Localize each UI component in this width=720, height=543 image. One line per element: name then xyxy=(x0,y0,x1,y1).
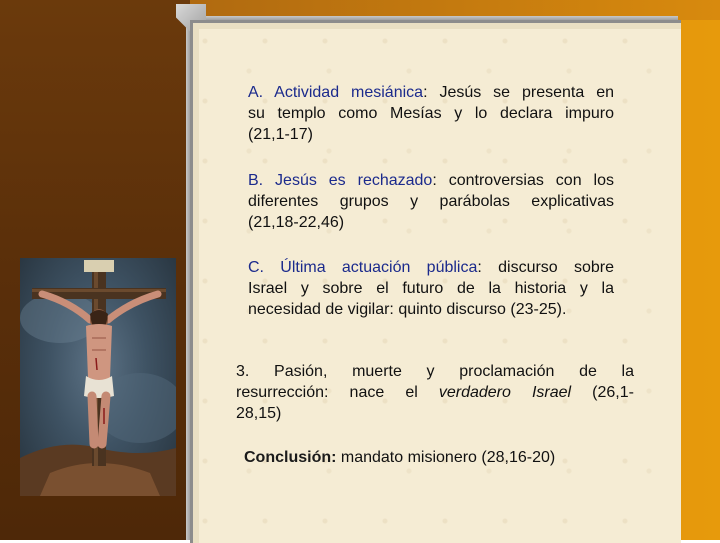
section-c-line1: : discurso sobre xyxy=(477,259,615,276)
conclusion-label: Conclusión: xyxy=(244,449,337,466)
section-3-line2-italic: verdadero Israel xyxy=(438,384,572,401)
section-b-line3: (21,18-22,46) xyxy=(248,214,345,231)
section-c-line3: necesidad de vigilar: quinto discurso (23-25). xyxy=(248,301,567,318)
section-a-line1: : Jesús se presenta en xyxy=(423,84,615,101)
section-3 xyxy=(236,361,634,424)
section-a xyxy=(248,82,614,145)
section-b xyxy=(248,170,614,233)
section-b-line1: : controversias con los xyxy=(432,172,614,189)
section-a-lead: A. Actividad mesiánica xyxy=(248,84,424,101)
section-c xyxy=(248,257,614,320)
section-3-line1: 3. Pasión, muerte y proclamación de la xyxy=(236,363,634,380)
section-3-line2-start: resurrección: nace el xyxy=(236,384,439,401)
section-b-line2: diferentes grupos y parábolas explicativas xyxy=(248,193,614,210)
section-b-lead: B. Jesús es rechazado xyxy=(248,172,433,189)
section-3-line3: 28,15) xyxy=(236,405,282,422)
section-c-lead: C. Última actuación pública xyxy=(248,259,478,276)
section-a-line2: su templo como Mesías y lo declara impuro xyxy=(248,105,614,122)
section-a-line3: (21,1-17) xyxy=(248,126,313,143)
conclusion-text: mandato misionero (28,16-20) xyxy=(336,449,556,466)
conclusion xyxy=(244,447,644,468)
section-c-line2: Israel y sobre el futuro de la historia y la xyxy=(248,280,614,297)
section-3-line2-end: (26,1- xyxy=(571,384,634,401)
